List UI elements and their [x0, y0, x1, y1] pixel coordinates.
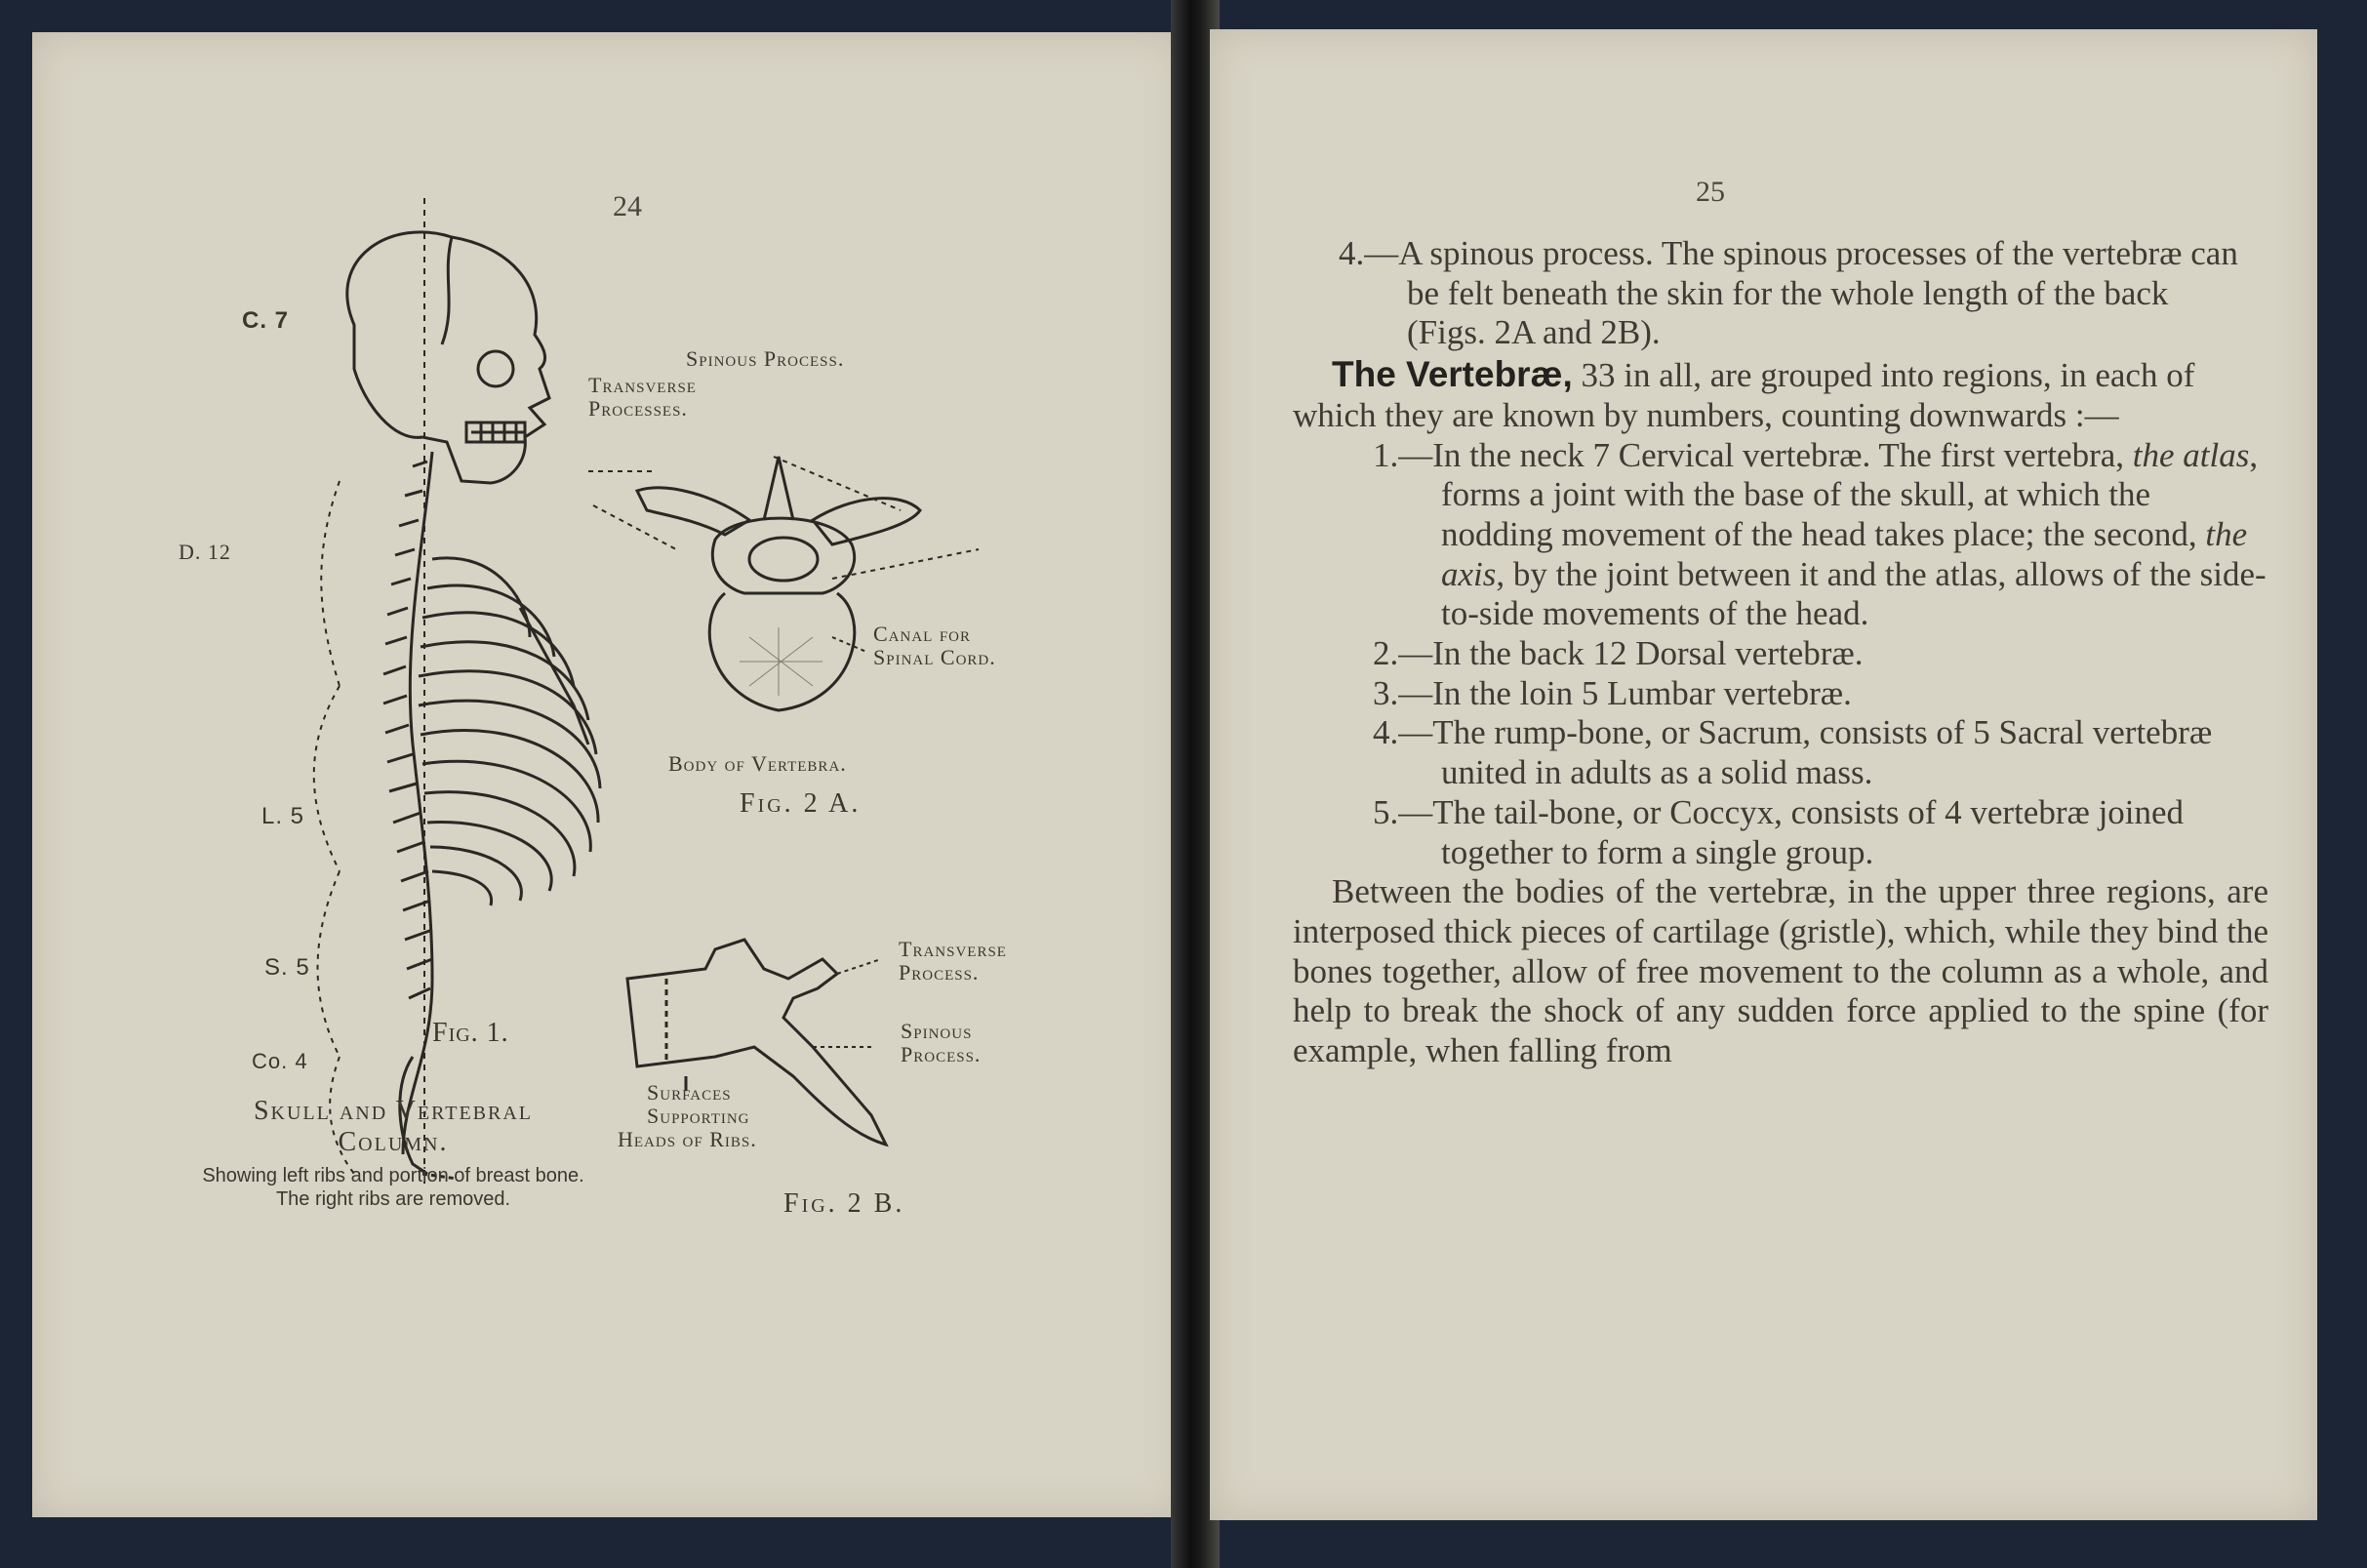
label-c7: C. 7 — [242, 307, 290, 334]
fig2b-spinous-line2: Process. — [901, 1042, 982, 1066]
fig1-title-line1: Skull and Vertebral — [253, 1096, 534, 1126]
list-item: 4.—The rump-bone, or Sacrum, consists of 5 Sacral vertebræ united in adults as a solid mass. — [1373, 713, 2213, 792]
fig1-caption — [169, 1096, 618, 1211]
fig2b-surfaces-line2: Supporting — [647, 1104, 750, 1128]
vertebral-column — [383, 452, 432, 1154]
label-co4: Co. 4 — [252, 1049, 308, 1073]
label-l5: L. 5 — [261, 803, 305, 829]
fig2b-spinous-label — [901, 1020, 981, 1066]
fig2a-canal-line2: Spinal Cord. — [873, 645, 996, 669]
closing-paragraph: Between the bodies of the vertebræ, in the upper three regions, are interposed thick pieces of cartilage (gristle), which, while they bind the bones together, allow of free movement to the column as a whole, and help to break the shock of any sudden force applied to the spine (for example, when falling from — [1293, 872, 2268, 1070]
right-page — [1210, 29, 2317, 1520]
list-item-1-axis: the axis — [1441, 514, 2248, 593]
body-text — [1293, 234, 2268, 1071]
page-number-right: 25 — [1696, 176, 1725, 208]
fig2b-transverse-line1: Transverse — [899, 937, 1007, 961]
fig2b-transverse-label — [899, 938, 1007, 985]
ribs — [419, 558, 600, 905]
fig2a-canal-label — [873, 623, 996, 669]
fig1-title-line2: Column. — [338, 1127, 449, 1157]
fig2b-transverse-line2: Process. — [899, 960, 980, 985]
fig2a-body-label: Body of Vertebra. — [668, 751, 847, 776]
list-item-1-suffix: , by the joint between it and the atlas, allows of the side-to-side movements of the head. — [1441, 554, 2267, 633]
fig2a-transverse-line2: Processes. — [588, 396, 688, 421]
fig2a-label: Fig. 2 A. — [740, 788, 862, 819]
list-item-1-mid: , forms a joint with the base of the skull, at which the nodding movement of the head takes place; the second, — [1441, 435, 2259, 553]
fig1-subcaption: Showing left ribs and portion of breast bone. The right ribs are removed. — [202, 1165, 584, 1210]
list-item — [1293, 436, 2268, 635]
fig2b-surfaces-label — [618, 1081, 757, 1151]
item4-intro: 4.—A spinous process. The spinous processes of the vertebræ can be felt beneath the skin for the whole length of the back (Figs. 2A and 2B). — [1339, 234, 2238, 352]
vertebrae-paragraph — [1293, 355, 2268, 435]
label-d12: D. 12 — [179, 540, 231, 564]
page-number-left: 24 — [613, 190, 642, 222]
list-item: 2.—In the back 12 Dorsal vertebræ. — [1373, 634, 1864, 673]
fig2b-surfaces-line1: Surfaces — [647, 1080, 732, 1105]
fig2b-surfaces-line3: Heads of Ribs. — [618, 1127, 757, 1151]
section-heading: The Vertebræ, — [1332, 354, 1573, 395]
list-item: 5.—The tail-bone, or Coccyx, consists of 4 vertebræ joined together to form a single group. — [1373, 792, 2185, 871]
fig2b-label: Fig. 2 B. — [783, 1188, 905, 1219]
label-s5: S. 5 — [264, 954, 310, 981]
left-page — [32, 32, 1184, 1517]
fig2a-spinous-label: Spinous Process. — [686, 346, 845, 371]
list-item: 3.—In the loin 5 Lumbar vertebræ. — [1373, 673, 1852, 712]
list-item-1-prefix: 1.—In the neck 7 Cervical vertebræ. The first vertebra, — [1373, 435, 2133, 474]
fig2a-canal-line1: Canal for — [873, 622, 972, 646]
list-item-1-atlas: the atlas — [2132, 435, 2250, 474]
fig2b-spinous-line1: Spinous — [901, 1019, 973, 1043]
skeleton-illustration — [286, 198, 608, 1232]
vertebra-top-view — [579, 413, 988, 735]
section-heading-rest: 33 in all, are grouped into regions, in each of which they are known by numbers, counting downwards :— — [1293, 356, 2195, 434]
fig1-label: Fig. 1. — [432, 1018, 509, 1048]
fig2a-transverse-line1: Transverse — [588, 373, 697, 397]
